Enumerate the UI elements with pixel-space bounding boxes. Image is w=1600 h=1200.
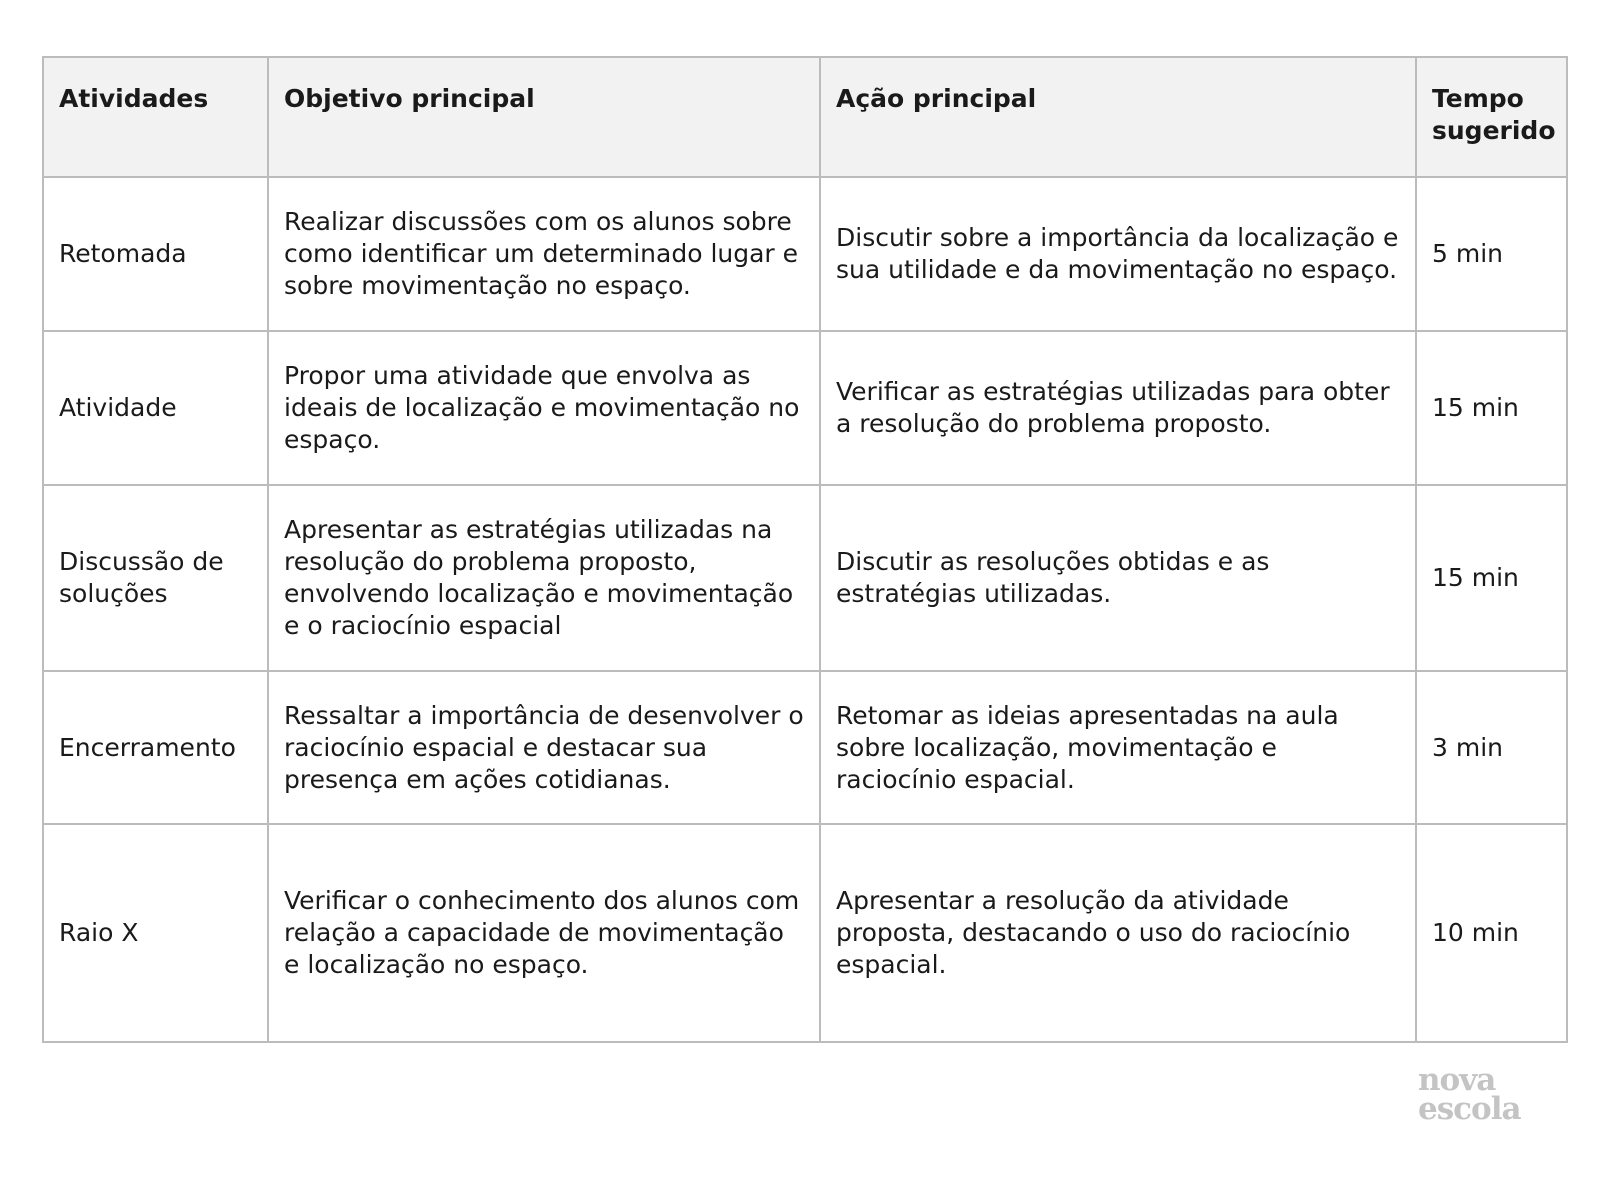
cell-acao: Discutir sobre a importância da localização e sua utilidade e da movimentação no espaço.: [820, 177, 1416, 331]
header-tempo-sugerido: Tempo sugerido: [1416, 57, 1567, 177]
table-row: [43, 331, 1567, 485]
table-row: [43, 177, 1567, 331]
header-acao-principal: Ação principal: [820, 57, 1416, 177]
logo-line-escola: escola: [1418, 1091, 1521, 1127]
cell-atividade: Retomada: [43, 177, 268, 331]
table-body: [43, 177, 1567, 1042]
cell-objetivo: Apresentar as estratégias utilizadas na resolução do problema proposto, envolvendo localização e movimentação e o raciocínio espacial: [268, 485, 820, 671]
header-atividades: Atividades: [43, 57, 268, 177]
table-row: [43, 671, 1567, 824]
cell-tempo: 5 min: [1416, 177, 1567, 331]
cell-acao: Apresentar a resolução da atividade proposta, destacando o uso do raciocínio espacial.: [820, 824, 1416, 1042]
cell-atividade: Atividade: [43, 331, 268, 485]
logo-line-nova: nova: [1418, 1062, 1496, 1098]
cell-objetivo: Verificar o conhecimento dos alunos com relação a capacidade de movimentação e localização no espaço.: [268, 824, 820, 1042]
nova-escola-logo: [1418, 1062, 1536, 1127]
cell-atividade: Encerramento: [43, 671, 268, 824]
cell-acao: Discutir as resoluções obtidas e as estratégias utilizadas.: [820, 485, 1416, 671]
cell-atividade: Discussão de soluções: [43, 485, 268, 671]
cell-objetivo: Propor uma atividade que envolva as ideais de localização e movimentação no espaço.: [268, 331, 820, 485]
cell-objetivo: Realizar discussões com os alunos sobre como identificar um determinado lugar e sobre movimentação no espaço.: [268, 177, 820, 331]
cell-tempo: 15 min: [1416, 331, 1567, 485]
lesson-plan-table: [42, 56, 1568, 1043]
table-row: [43, 824, 1567, 1042]
cell-acao: Retomar as ideias apresentadas na aula sobre localização, movimentação e raciocínio espacial.: [820, 671, 1416, 824]
table-header: [43, 57, 1567, 177]
header-objetivo-principal: Objetivo principal: [268, 57, 820, 177]
cell-atividade: Raio X: [43, 824, 268, 1042]
cell-tempo: 15 min: [1416, 485, 1567, 671]
header-row: [43, 57, 1567, 177]
table-row: [43, 485, 1567, 671]
cell-acao: Verificar as estratégias utilizadas para obter a resolução do problema proposto.: [820, 331, 1416, 485]
cell-tempo: 10 min: [1416, 824, 1567, 1042]
cell-tempo: 3 min: [1416, 671, 1567, 824]
cell-objetivo: Ressaltar a importância de desenvolver o raciocínio espacial e destacar sua presença em ações cotidianas.: [268, 671, 820, 824]
